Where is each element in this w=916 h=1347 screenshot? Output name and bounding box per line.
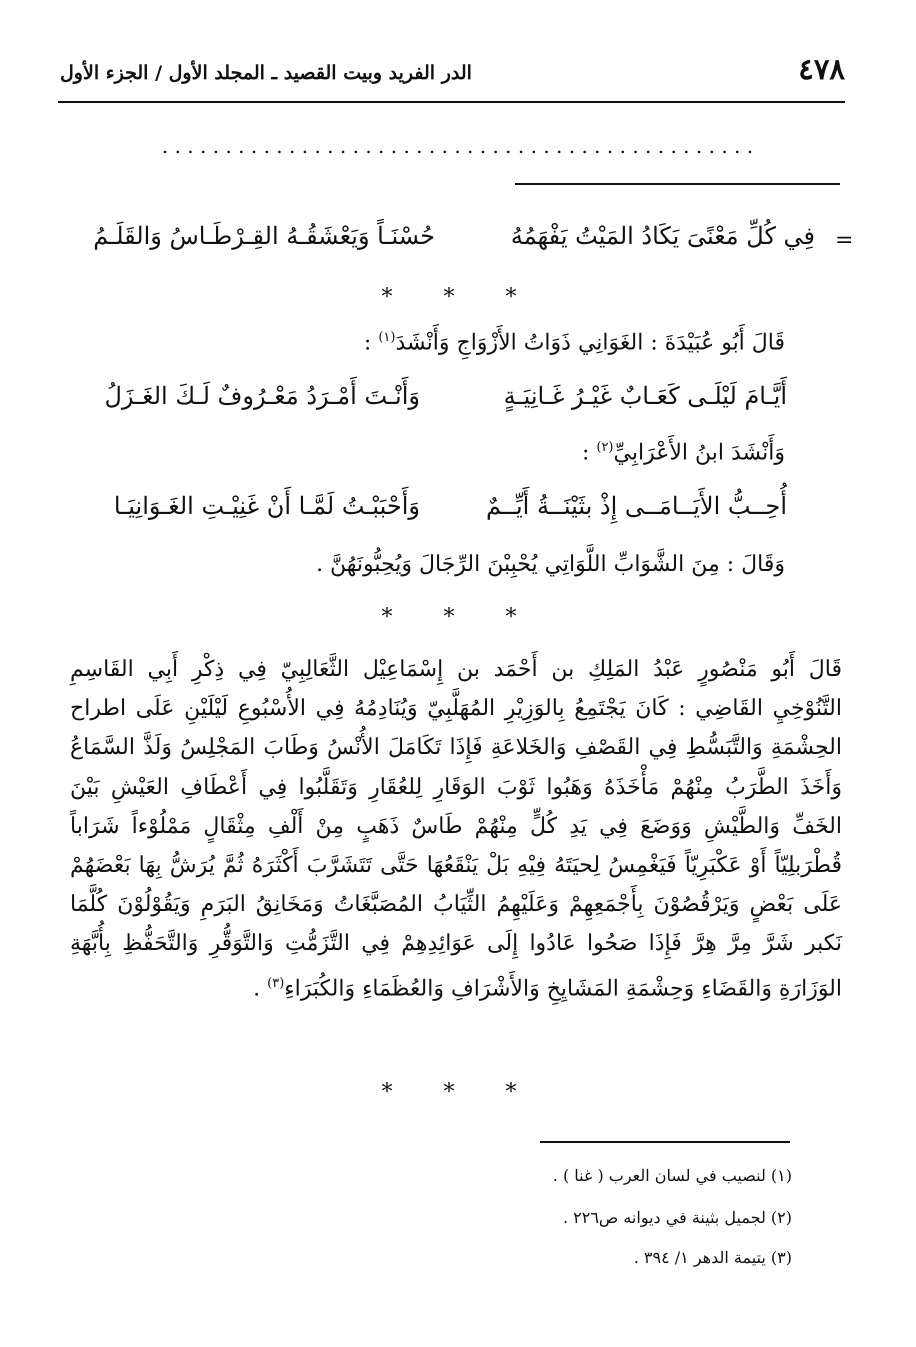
footnote-ref-1: (١) [378, 330, 396, 345]
paragraph-line: التَّنُوْخِيِ القَاضِي : كَانَ يَجْتَمِعُ بِالوَزِيْرِ المُهَلَّبِيّ وَيُنَادِمُهُ فِي الأُسْبُوعِ لَيْلَيْنِ عَلَى اطراح [70, 696, 842, 722]
paragraph-line: الحِشْمَةِ وَالتَّبَسُّطِ فِي القَصْفِ وَالخَلاعَةِ فَإِذَا تَكَامَلَ الأُنْسُ وَطَابَ المَجْلِسُ وَلَذَّ السَّمَاعُ [70, 735, 842, 761]
section-separator-stars: * * * [381, 1080, 539, 1105]
ibn-arabi-text: وَأَنْشَدَ ابنُ الأَعْرَابِيِّ [613, 440, 785, 466]
continuation-marker: = [835, 228, 854, 253]
paragraph-line: وَأَخَذَ الطَّرَبُ مِنْهُمْ مَأْخَذَهُ وَهَبُوا ثَوْبَ الوَقَارِ لِلعُقَارِ وَتَقَلَّبُوا فِي أَعْطَافِ العَيْشِ بَيْنَ [70, 774, 842, 800]
verse3-left-hemistich: وَأَحْبَبْـتُ لَمَّـا أَنْ غَنِيْـتِ الغَـوَانِيَـا [113, 492, 420, 520]
header-rule [58, 101, 845, 103]
section-rule [515, 183, 840, 185]
tanukhi-paragraph [70, 650, 842, 1008]
footnote-ref-2: (٢) [596, 440, 614, 455]
verse1-left-hemistich: حُسْنَـاً وَيَعْشَقُـهُ القِـرْطَـاسُ وَالقَلَـمُ [93, 222, 435, 250]
paragraph-line: قُطْرَبلِيّاً أَوْ عَكْبَرِيّاً فَيَغْمِسُ لِحيَتَهُ فِيْهِ بَلْ يَنْقَعُهَا حَتَّى تَتَشَرَّبَ أَكْثَرَهُ ثُمَّ يُرَشُّ بِهَا بَعْضَهُمْ [70, 853, 842, 879]
running-header-title: الدر الفريد وبيت القصيد ـ المجلد الأول / الجزء الأول [60, 62, 472, 84]
section-separator-stars: * * * [381, 285, 539, 310]
colon: : [363, 330, 372, 356]
verse3-right-hemistich: أُحِــبُّ الأَيَــامَــى إِذْ بثَيْنَــةُ أَيِّــمٌ [485, 492, 787, 520]
end-period: . [253, 975, 261, 1001]
footnote-ref-3: (٣) [267, 975, 285, 991]
footnote-3: (٣) يتيمة الدهر ١/ ٣٩٤ . [633, 1248, 792, 1267]
qala-line: وَقَالَ : مِنَ الشَّوَابِّ اللَّوَاتِي يُحْبِبْنَ الرِّجَالَ وَيُحِبُّونَهُنَّ . [316, 552, 785, 577]
paragraph-line: الخَفِّ وَالطَّيْشِ وَوَضَعَ فِي يَدِ كُلٍّ مِنْهُمْ طَاسٌ ذَهَبٍ مِنْ أَلْفِ مِثْقَالٍ مَمْلُوْءاً شَرَاباً [70, 813, 842, 839]
footnote-rule [540, 1141, 790, 1143]
abu-ubaida-text: قَالَ أَبُو عُبَيْدَةَ : الغَوَانِي ذَوَاتُ الأَزْوَاجِ وَأَنْشَدَ [395, 330, 785, 356]
page-number: ٤٧٨ [798, 52, 845, 86]
colon: : [581, 440, 590, 466]
paragraph-line: قَالَ أَبُو مَنْصُورٍ عَبْدُ المَلِكِ بن أَحْمَد بن إِسْمَاعِيْل الثَّعَالِبِيّ فِي ذِكْرِ أَبِي القَاسِمِ [70, 657, 842, 682]
paragraph-line: نَكبر شَرَّ مِرَّ هِرَّ فَإِذَا صَحُوا عَادُوا إِلَى عَوَائِدِهِمْ فِي التَّزَمُّتِ وَالتَّوَقُّرِ وَالتَّحَفُّظِ بِأُبَّهَةِ [70, 931, 842, 957]
verse1-right-hemistich: فِي كُلِّ مَعْنًىَ يَكَادُ المَيْتُ يَفْهَمُهُ [510, 222, 815, 250]
continuation-dots: . . . . . . . . . . . . . . . . . . . . . . . . . . . . . . . . . . . . . . . . . . . . . . . [161, 134, 754, 158]
paragraph-line: عَلَى بَعْضٍ وَيَرْقُصُوْنَ بِأَجْمَعِهِمْ وَعَلَيْهِمُ الثِّيَابُ المُصَبَّغَاتُ وَمَخَانِقُ البَرَمِ وَيَقُوْلُوْنَ كُلَّمَا [70, 892, 842, 918]
paragraph-line: الوَزَارَةِ وَالقَضَاءِ وَحِشْمَةِ المَشَايِخِ وَالأَشْرَافِ وَالعُظَمَاءِ وَالكُبَرَاءِ [284, 975, 842, 1001]
paragraph-last-line [70, 964, 842, 1009]
ibn-arabi-line [500, 440, 785, 465]
verse2-left-hemistich: وَأَنْـتَ أَمْـرَدُ مَعْـرُوفٌ لَـكَ الغَـزَلُ [104, 382, 420, 410]
verse2-right-hemistich: أَيَّـامَ لَيْلَـى كَعَـابٌ غَيْـرُ غَـانِيَـةٍ [503, 382, 787, 410]
footnote-1: (١) لنصيب في لسان العرب ( غنا ) . [552, 1166, 792, 1185]
footnote-2: (٢) لجميل بثينة في ديوانه ص٢٢٦ . [562, 1208, 792, 1227]
abu-ubaida-line [300, 330, 785, 355]
section-separator-stars: * * * [381, 605, 539, 630]
